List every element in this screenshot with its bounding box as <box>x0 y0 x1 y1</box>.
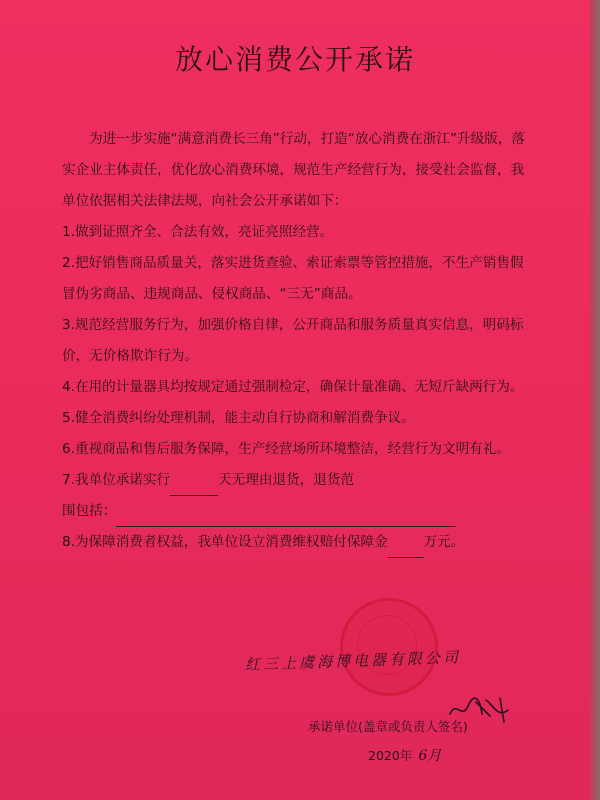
signer-label: 承诺单位(盖章或负责人签名) <box>308 719 468 734</box>
item7-text-a: 7.我单位承诺实行 <box>62 472 171 488</box>
promise-item-1: 1.做到证照齐全、合法有效，亮证亮照经营。 <box>62 224 334 240</box>
date-month-handwritten: 6月 <box>418 748 442 764</box>
paper-edge-shadow <box>590 0 600 800</box>
days-blank <box>170 495 218 496</box>
promise-item-3: 3.规范经营服务行为，加强价格自律，公开商品和服务质量真实信息，明码标价，无价格欺诈行为。 <box>62 317 524 364</box>
item8-text-b: 万元。 <box>423 534 465 550</box>
date-year: 2020年 <box>368 748 413 763</box>
promise-item-4: 4.在用的计量器具均按规定通过强制检定，确保计量准确、无短斤缺两行为。 <box>62 379 524 395</box>
handwritten-company-name: 红三上虞海博电器有限公司 <box>244 648 462 674</box>
document-title: 放心消费公开承诺 <box>174 43 415 76</box>
item7-text-c: 围包括： <box>62 503 117 519</box>
promise-item-5: 5.健全消费纠纷处理机制，能主动自行协商和解消费争议。 <box>62 410 415 426</box>
promise-item-6: 6.重视商品和售后服务保障，生产经营场所环境整洁，经营行为文明有礼。 <box>62 441 510 457</box>
promise-item-2: 2.把好销售商品质量关，落实进货查验、索证索票等管控措施，不生产销售假冒伪劣商品、违规商品、侵权商品、“三无”商品。 <box>62 255 524 302</box>
item7-text-b: 天无理由退货，退货范 <box>218 472 355 488</box>
guarantee-amount-blank <box>388 557 424 558</box>
intro-paragraph: 为进一步实施“满意消费长三角”行动，打造“放心消费在浙江”升级版，落实企业主体责任，优化放心消费环境，规范生产经营行为，接受社会监督，我单位依据相关法律法规，向社会公开承诺如下： <box>62 131 525 209</box>
item8-text-a: 8.为保障消费者权益，我单位设立消费维权赔付保障金 <box>62 534 388 550</box>
promise-item-8 <box>62 527 532 558</box>
document-body <box>62 124 532 558</box>
promise-date <box>368 745 441 765</box>
promise-item-7 <box>62 465 532 527</box>
